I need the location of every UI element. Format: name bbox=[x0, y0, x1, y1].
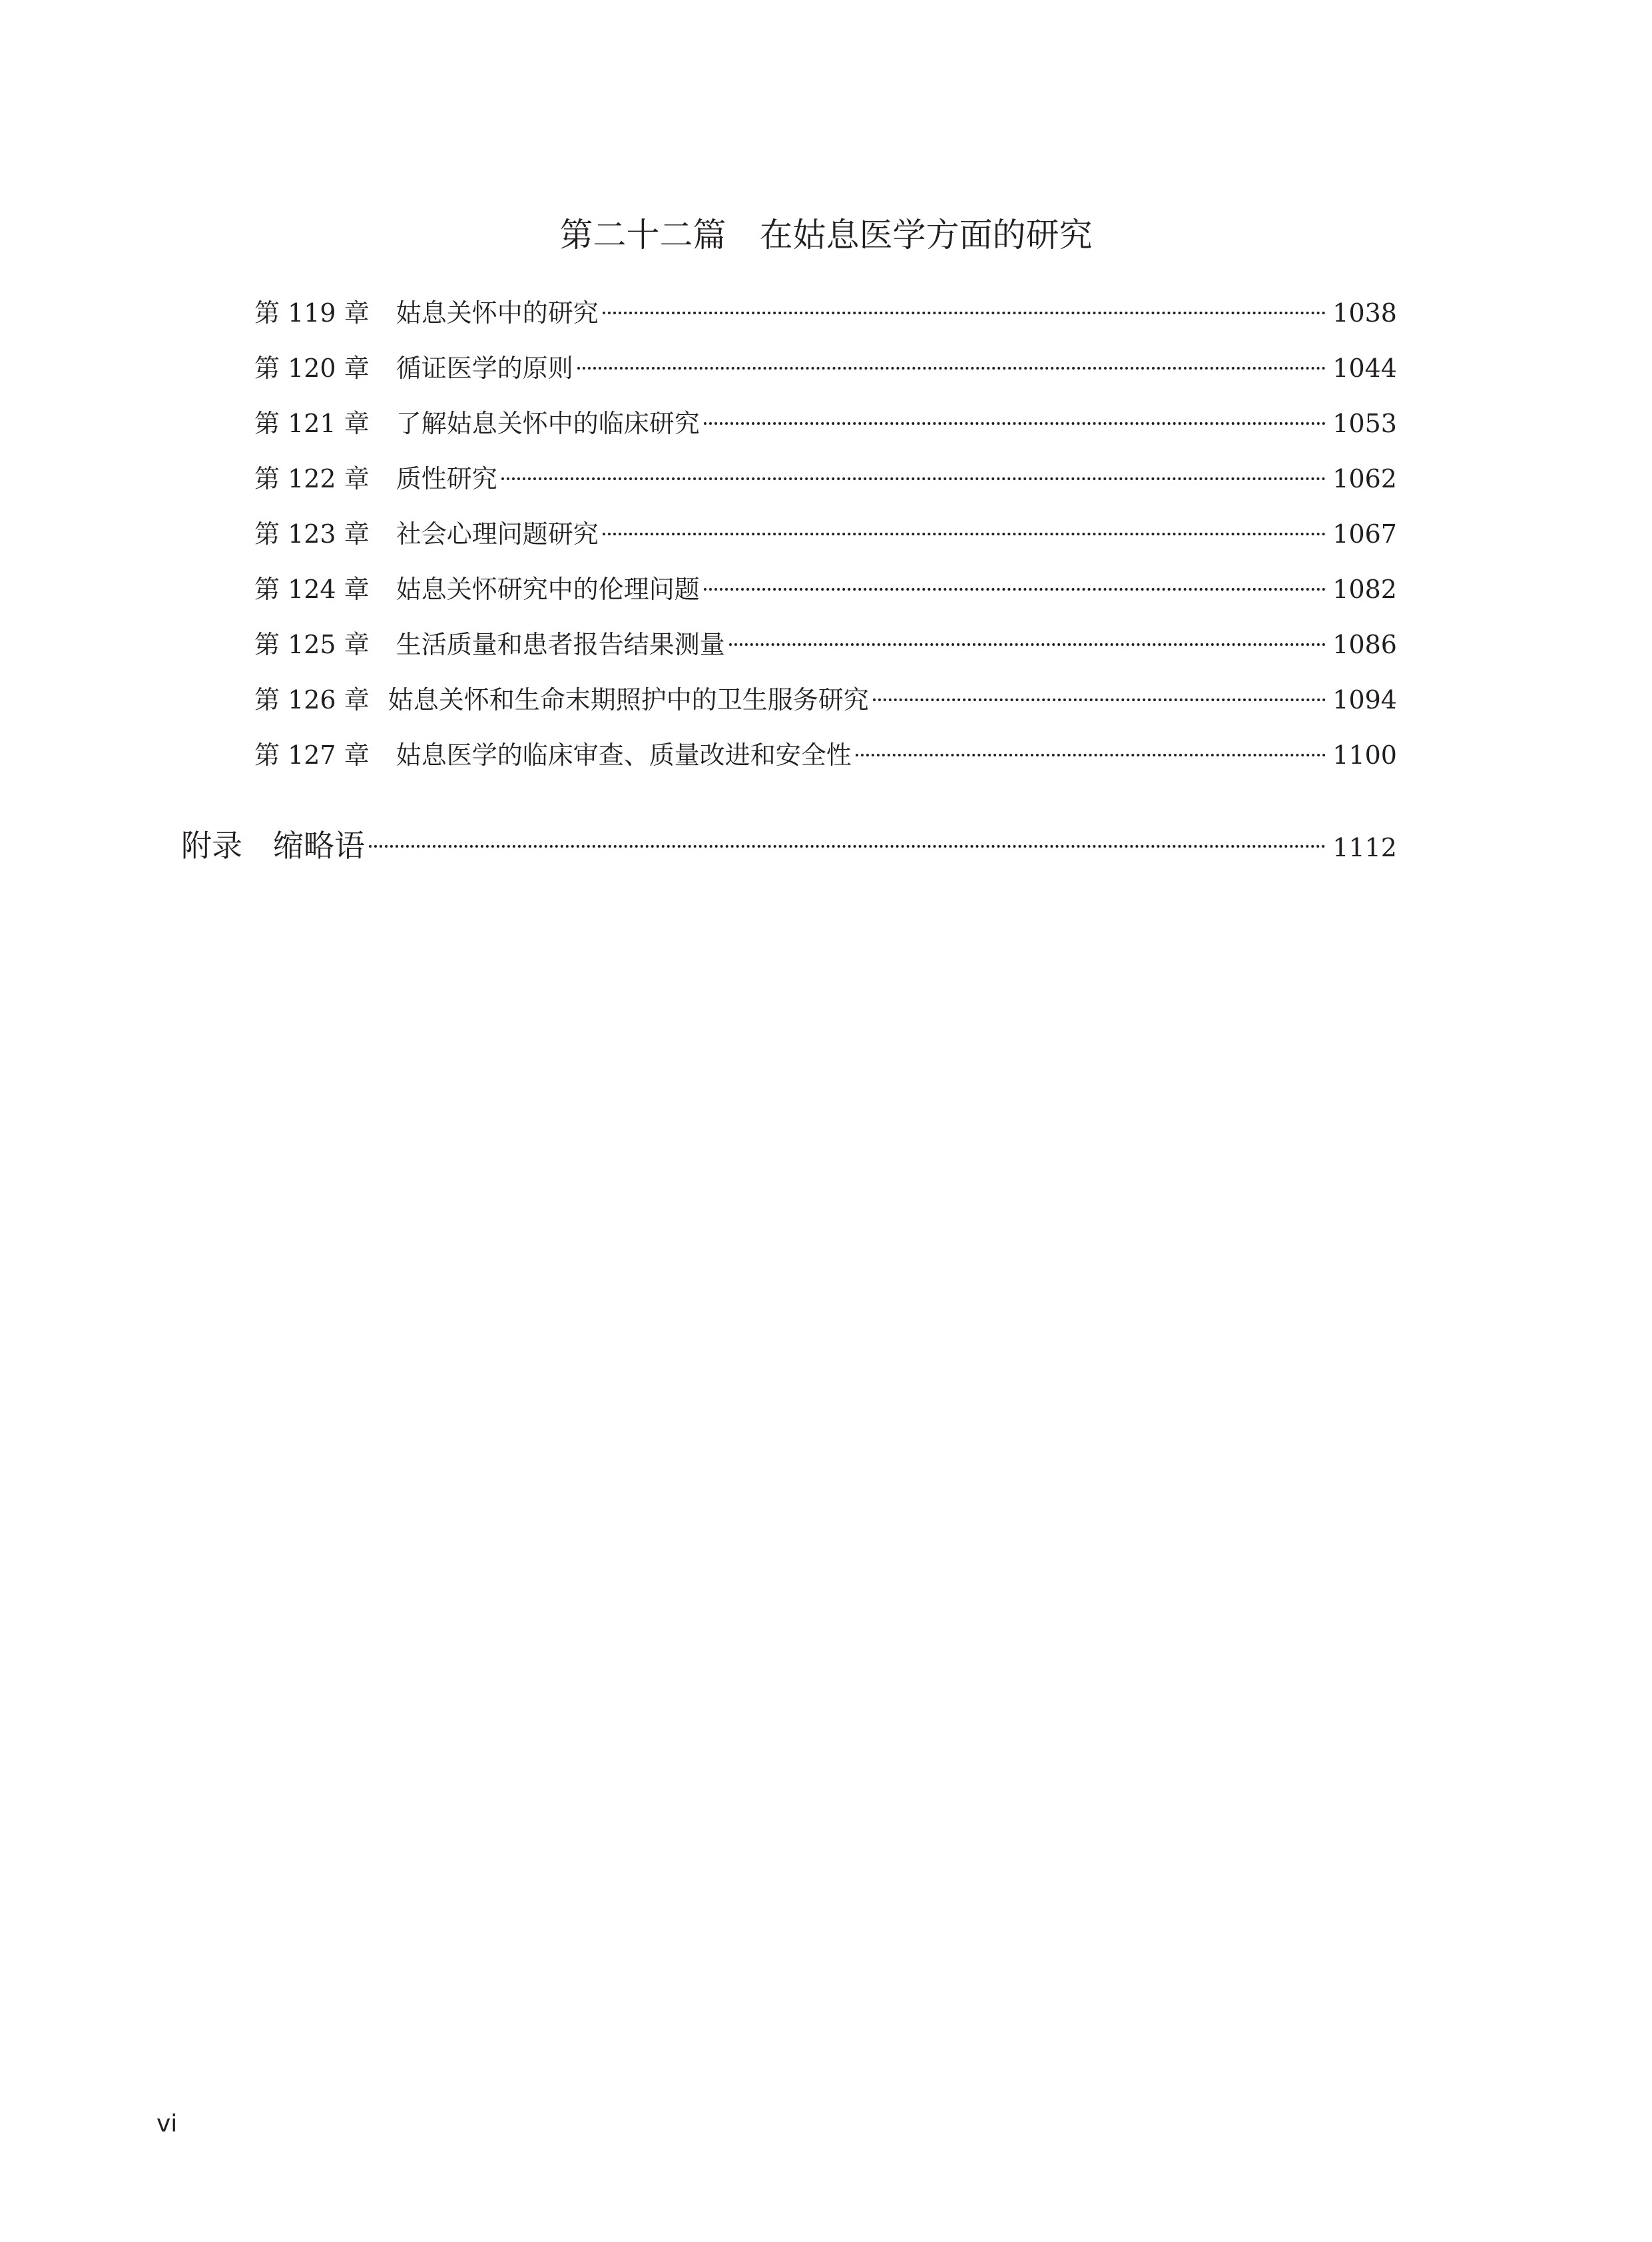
chapter-number: 第 120 章 bbox=[254, 354, 370, 383]
toc-entry-125[interactable] bbox=[254, 625, 1397, 665]
chapter-number: 第 126 章 bbox=[254, 685, 370, 714]
toc-entry-appendix[interactable] bbox=[181, 822, 1397, 869]
chapter-title: 姑息医学的临床审查、质量改进和安全性 bbox=[396, 740, 852, 770]
toc-entry-120[interactable] bbox=[254, 348, 1397, 388]
chapter-title: 姑息关怀研究中的伦理问题 bbox=[396, 575, 700, 604]
dot-leader bbox=[729, 643, 1326, 646]
chapter-number: 第 125 章 bbox=[254, 630, 370, 659]
chapter-title: 质性研究 bbox=[396, 464, 497, 493]
page-number: 1062 bbox=[1332, 464, 1397, 493]
dot-leader bbox=[873, 699, 1326, 701]
toc-entry-122[interactable] bbox=[254, 459, 1397, 499]
dot-leader bbox=[603, 312, 1326, 314]
toc-entry-123[interactable] bbox=[254, 514, 1397, 554]
dot-leader bbox=[856, 754, 1326, 756]
dot-leader bbox=[603, 533, 1326, 535]
toc-entry-127[interactable] bbox=[254, 735, 1397, 775]
toc-entry-124[interactable] bbox=[254, 569, 1397, 609]
page-number: 1094 bbox=[1332, 685, 1397, 714]
chapter-number: 第 123 章 bbox=[254, 519, 370, 549]
dot-leader bbox=[501, 477, 1326, 480]
chapter-title: 社会心理问题研究 bbox=[396, 519, 599, 549]
chapter-title: 生活质量和患者报告结果测量 bbox=[396, 630, 725, 659]
dot-leader bbox=[577, 367, 1326, 370]
folio-page-number: vi bbox=[156, 2110, 178, 2137]
chapter-number: 第 119 章 bbox=[254, 298, 370, 328]
chapter-number: 第 127 章 bbox=[254, 740, 370, 770]
page-number: 1100 bbox=[1332, 740, 1397, 770]
page-number: 1044 bbox=[1332, 354, 1397, 383]
toc-entry-126[interactable] bbox=[254, 680, 1397, 720]
page-number: 1086 bbox=[1332, 630, 1397, 659]
chapter-number: 第 124 章 bbox=[254, 575, 370, 604]
page-number: 1082 bbox=[1332, 575, 1397, 604]
toc-entry-121[interactable] bbox=[254, 404, 1397, 443]
page-number: 1112 bbox=[1332, 833, 1397, 862]
page-number: 1038 bbox=[1332, 298, 1397, 328]
chapter-title: 了解姑息关怀中的临床研究 bbox=[396, 409, 700, 438]
chapter-number: 第 122 章 bbox=[254, 464, 370, 493]
appendix-label: 附录 bbox=[181, 828, 242, 864]
chapter-title: 姑息关怀和生命末期照护中的卫生服务研究 bbox=[388, 685, 869, 714]
dot-leader bbox=[369, 845, 1326, 848]
dot-leader bbox=[704, 422, 1326, 425]
page-number: 1053 bbox=[1332, 409, 1397, 438]
chapter-number: 第 121 章 bbox=[254, 409, 370, 438]
page-number: 1067 bbox=[1332, 519, 1397, 549]
dot-leader bbox=[704, 588, 1326, 591]
chapter-title: 姑息关怀中的研究 bbox=[396, 298, 599, 328]
appendix-title: 缩略语 bbox=[273, 828, 365, 864]
toc-entry-119[interactable] bbox=[254, 293, 1397, 333]
part-title: 第二十二篇 在姑息医学方面的研究 bbox=[559, 216, 1093, 254]
chapter-title: 循证医学的原则 bbox=[396, 354, 573, 383]
